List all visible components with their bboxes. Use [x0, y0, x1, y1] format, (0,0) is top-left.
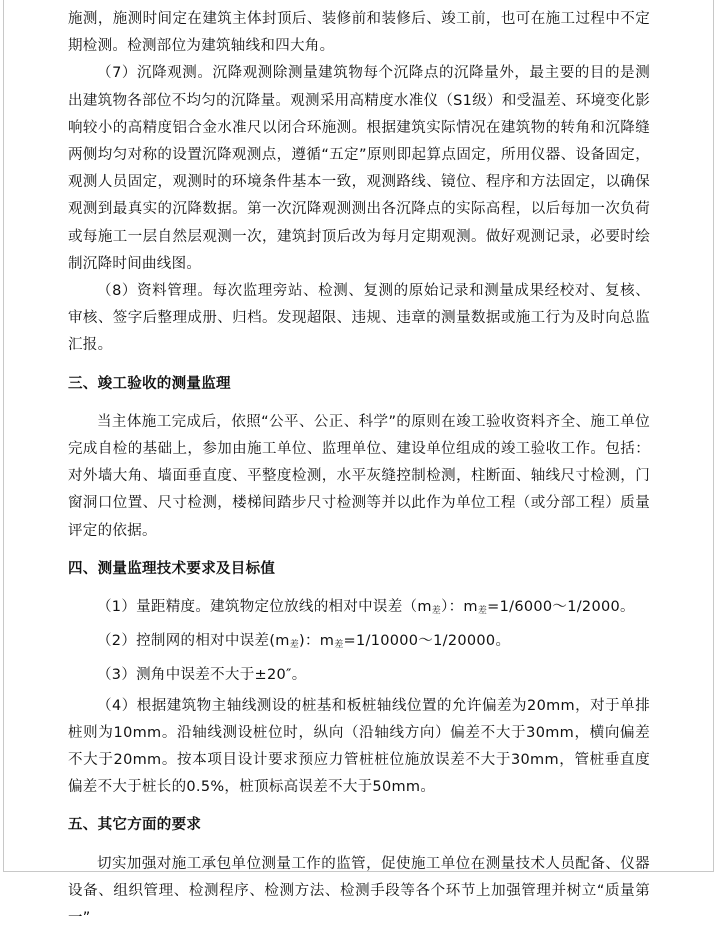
- requirement-2: （2）控制网的相对中误差$(m_差)$：$m_差=1/10000\sim 1/20000$。: [97, 633, 511, 651]
- paragraph-section-3: 当主体施工完成后，依照“公平、公正、科学”的原则在竣工验收资料齐全、施工单位完成自检的基础上，参加由施工单位、监理单位、建设单位组成的竣工验收工作。包括：对外墙大角、墙面垂直度、平整度检测，水平灰缝控制检测，柱断面、轴线尺寸检测，门窗洞口位置、尺寸检测，楼梯间踏步尺寸检测等并以此作为单位工程（或分部工程）质量评定的依据。: [68, 413, 650, 539]
- requirement-1: （1）量距精度。建筑物定位放线的相对中误差$(m_差)$：$m_差=1/6000\sim 1/2000$。: [97, 599, 635, 617]
- paragraph-item-7: （7）沉降观测。沉降观测除测量建筑物每个沉降点的沉降量外，最主要的目的是测出建筑物各部位不均匀的沉降量。观测采用高精度水准仪（S1级）和受温差、环境变化影响较小的高精度铝合金水准尺以闭合环施测。根据建筑实际情况在建筑物的转角和沉降缝两侧均匀对称的设置沉降观测点，遵循“五定”原则即起算点固定，所用仪器、设备固定，观测人员固定，观测时的环境条件基本一致，观测路线、镜位、程序和方法固定，以确保观测到最真实的沉降数据。第一次沉降观测测出各沉降点的实际高程，以后每加一次负荷或每施工一层自然层观测一次，建筑封顶后改为每月定期观测。做好观测记录，必要时绘制沉降时间曲线图。: [68, 65, 650, 272]
- paragraph-section-5: 切实加强对施工承包单位测量工作的监管，促使施工单位在测量技术人员配备、仪器设备、组织管理、检测程序、检测方法、检测手段等各个环节上加强管理并树立“质量第一”: [68, 855, 650, 927]
- heading-section-4: 四、测量监理技术要求及目标值: [68, 560, 276, 577]
- requirement-3: （3）测角中误差不大于±20″。: [97, 667, 307, 684]
- heading-section-5: 五、其它方面的要求: [68, 817, 202, 834]
- paragraph-intro: 施测，施测时间定在建筑主体封顶后、装修前和装修后、竣工前，也可在施工过程中不定期检测。检测部位为建筑轴线和四大角。: [68, 11, 650, 55]
- paragraph-item-8: （8）资料管理。每次监理旁站、检测、复测的原始记录和测量成果经校对、复核、审核、签字后整理成册、归档。发现超限、违规、违章的测量数据或施工行为及时向总监汇报。: [68, 283, 650, 354]
- heading-section-3: 三、竣工验收的测量监理: [68, 375, 231, 392]
- requirement-4: （4）根据建筑物主轴线测设的桩基和板桩轴线位置的允许偏差为20mm，对于单排桩则为10mm。沿轴线测设桩位时，纵向（沿轴线方向）偏差不大于30mm，横向偏差不大于20mm。按本项目设计要求预应力管桩桩位施放误差不大于30mm，管桩垂直度偏差不大于桩长的0.5%，桩顶标高误差不大于50mm。: [68, 697, 650, 796]
- document-page: [68, 6, 650, 932]
